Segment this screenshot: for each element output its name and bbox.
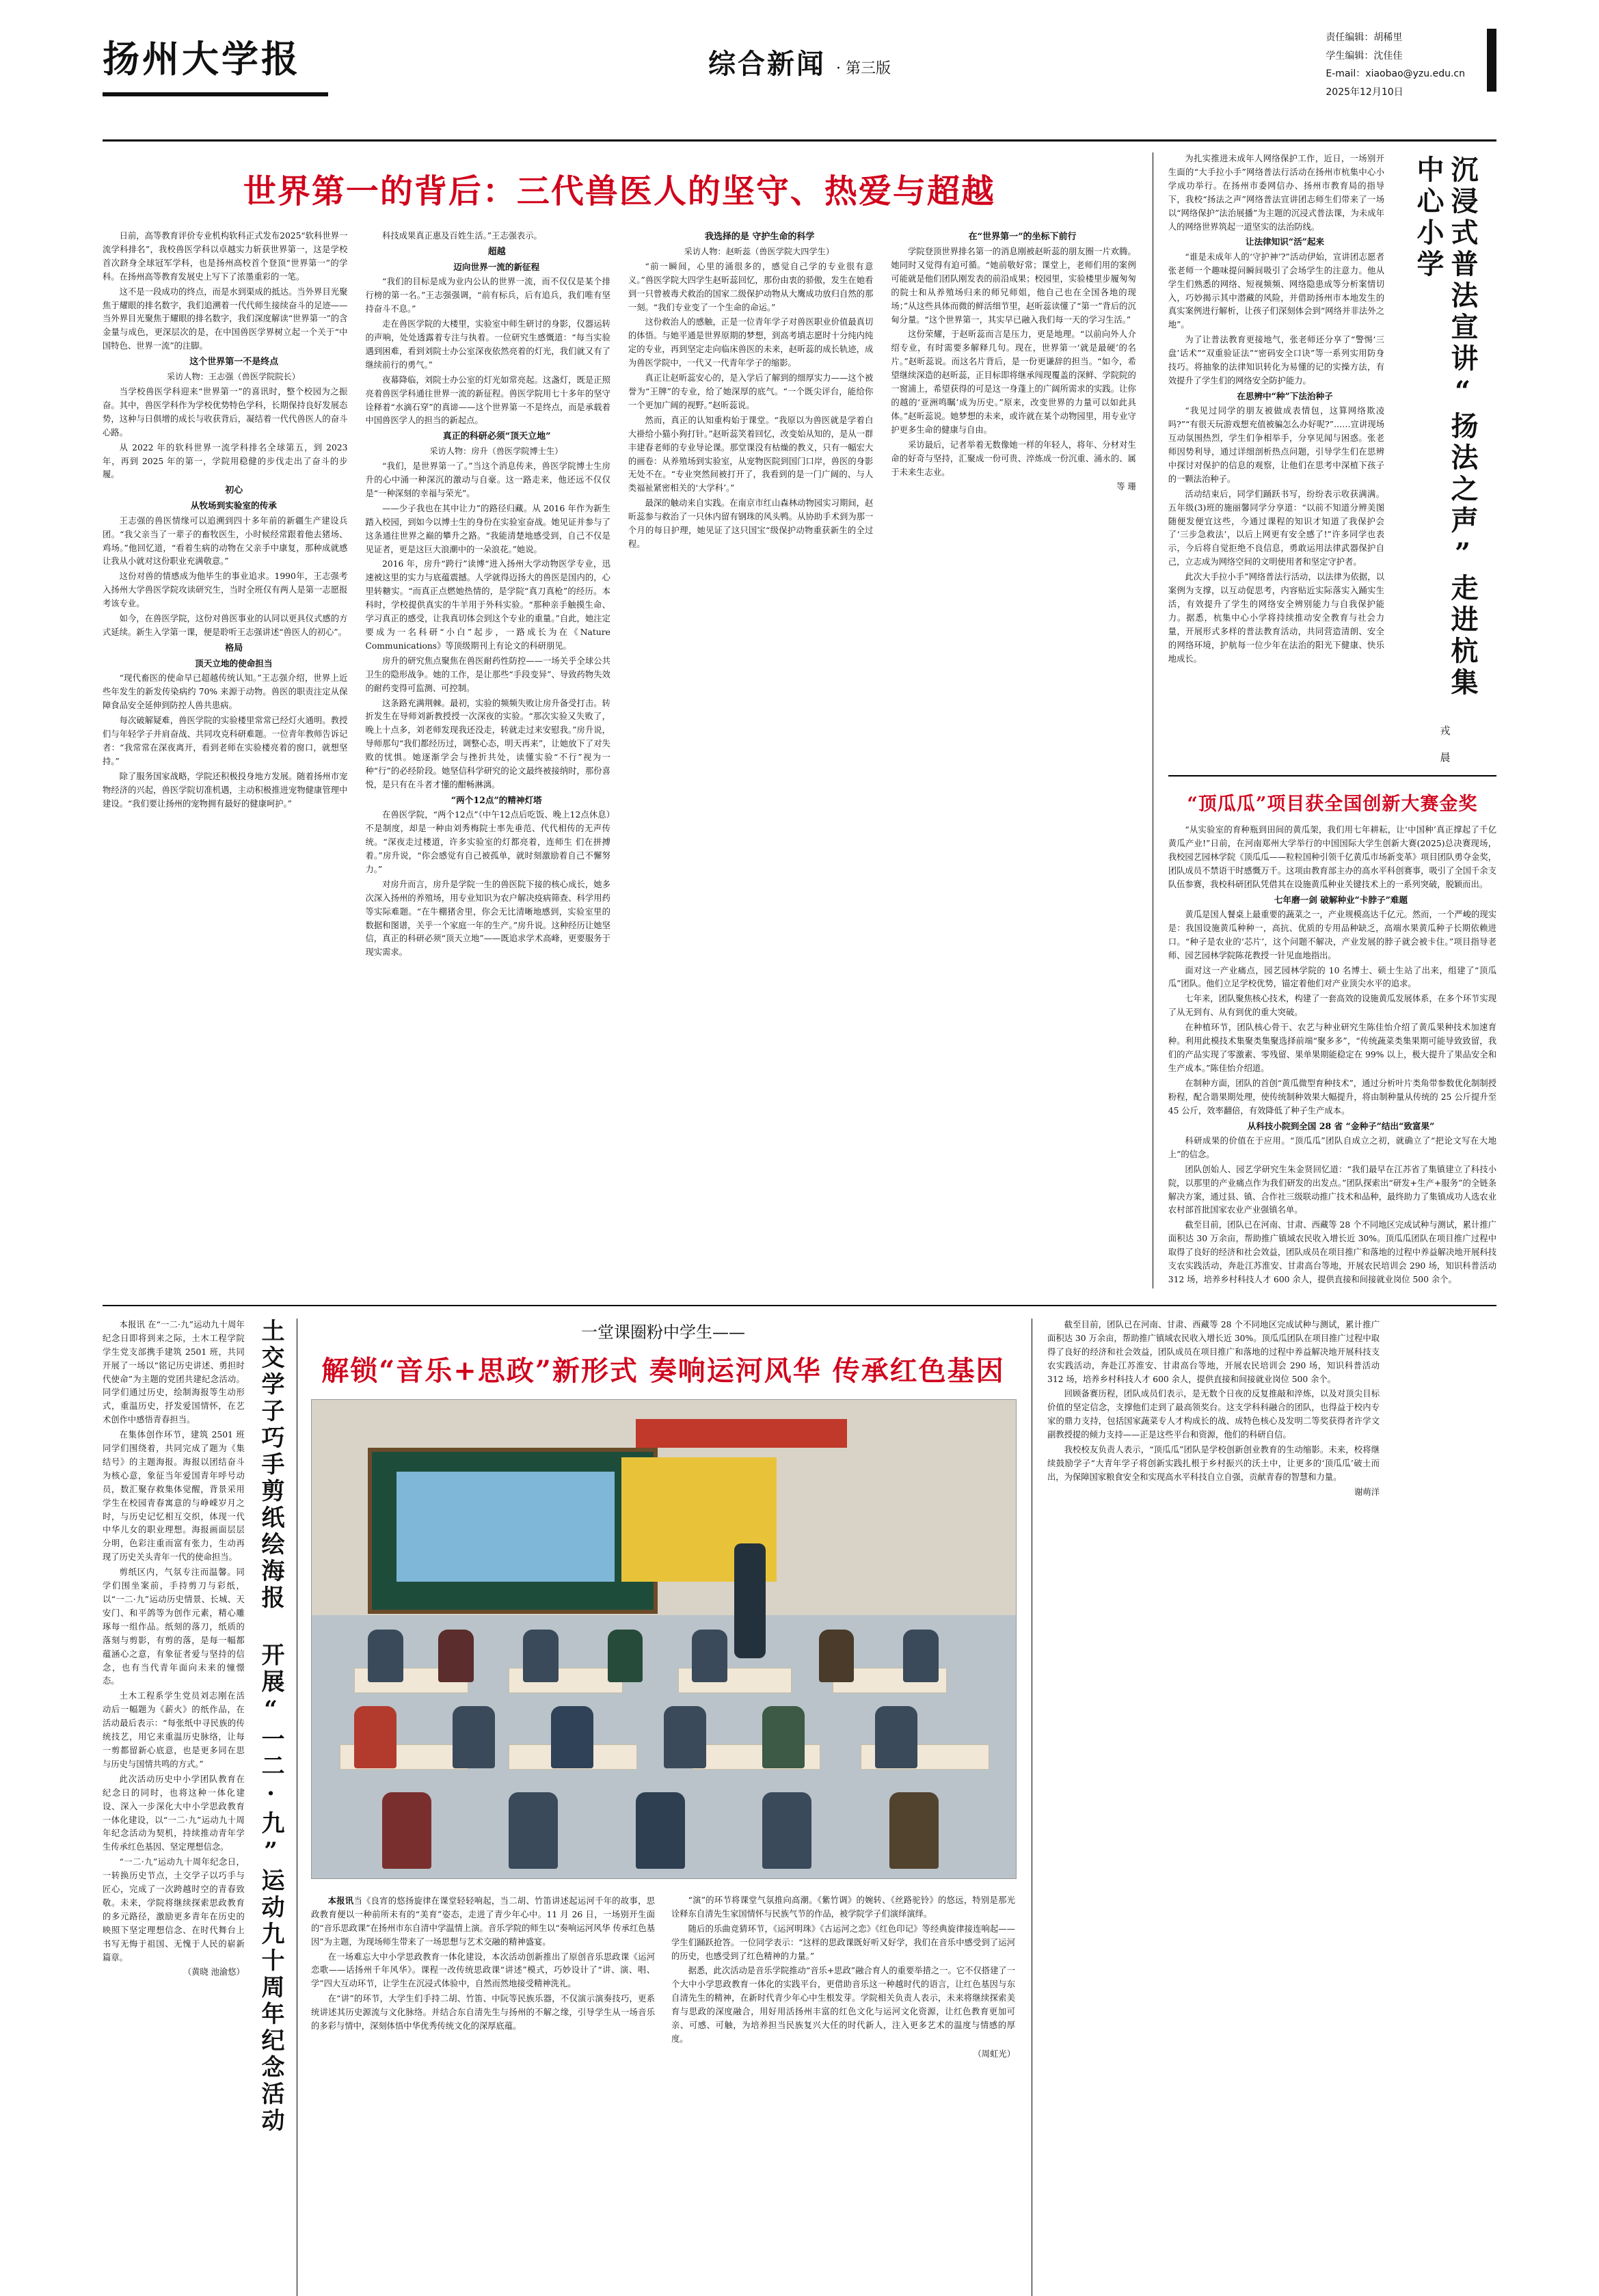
award-continuation [1032, 1319, 1380, 2296]
classroom-photo [311, 1399, 1017, 1879]
paragraph: “我们，是世界第一了。”当这个消息传来，兽医学院博士生房升的心中涌一种深沉的激动与自豪。这一路走来，他还远不仅仅是“一种深刻的幸福与荣光”。 [365, 461, 610, 498]
divider [1168, 775, 1496, 776]
paragraph: 回顾备赛历程，团队成员们表示，是无数个日夜的反复推敲和淬炼，以及对顶尖目标价值的坚定信念，支撑他们走到了最高领奖台。这支学科科融合的团队，也得益于校内专家的鼎力支持，包括国家蔬菜专人才构成长的战、成特色核心及发明二等奖获得者许学文副教授提的倾力支持——正是这些平台和资源，他们的科研自信。 [1047, 1389, 1380, 1440]
paragraph: 从 2022 年的软科世界一流学科排名全球第五，到 2023 年，再到 2025 年的第一，学院用稳健的步伐走出了奋斗的步履。 [103, 442, 348, 480]
fazhi-signature: 戎 晨 [1438, 725, 1451, 764]
section-heading [708, 42, 891, 81]
music-caption-col-2 [671, 1894, 1015, 2063]
photo-student [608, 1630, 643, 1682]
paragraph: 当《良宵的悠扬旋律在课堂轻轻响起，当二胡、竹笛讲述起运河千年的故事，思政教育便以一种前所未有的“美育”姿态，走进了青少年心中。11 月 26 日，一场别开生面的“音乐思政课”在扬州市东自清中学温情上演。音乐学院的师生以“奏响运河风华 传承红色基因”为主题，为现场师生带来了一场思想与艺术交融的精神盛宴。 [311, 1895, 655, 1947]
photo-student [368, 1630, 403, 1682]
paragraph: 在制种方面，团队的首创“黄瓜微型育种技术”，通过分析叶片类角带参数优化制制授粉程，配合谐果期处理，使传统制种效果大幅提升，将由制种量从传统的 25 公斤提升至 45 公斤，效率翻倍，有效降低了种子生产成本。 [1168, 1078, 1496, 1116]
paragraph: 采访最后，记者举着无数像她一样的年轻人，将年、分材对生命的好奇与坚持，汇聚成一份可贵、淬炼成一份沉重、涌永的、属于未来生志业。 [891, 440, 1136, 477]
photo-student [636, 1792, 685, 1869]
lead-column-3 [628, 230, 873, 961]
newspaper-page [0, 23, 1599, 2284]
paragraph: “现代畜医的使命早已超越传统认知。”王志强介绍，世界上近些年发生的新发传染病约 70% 来源于动物。兽医的职责注定从保障食品安全延伸到防控人兽共患病。 [103, 673, 348, 711]
article-signature: 等 珊 [1116, 482, 1136, 492]
paragraph: “谁是未成年人的‘守护神’?”活动伊始，宣讲团志愿者张老师一个趣味提问瞬间吸引了会场学生的注意力。他从学生们熟悉的网络、短视频频、网络隐患成等分析案情切入，巧妙揭示其中潜藏的风险，并借助扬州市本地发生的真实案例进行解析，让孩子们深刻体会到“网络并非法外之地”。 [1168, 252, 1384, 330]
photo-student [551, 1706, 593, 1768]
paragraph: 科技成果真正惠及百姓生活。”王志强表示。 [382, 231, 542, 241]
photo-banner [636, 1419, 847, 1448]
music-caption-col-1 [311, 1894, 655, 2063]
fazhi-article-body [1168, 152, 1394, 668]
lead-story [103, 152, 1136, 961]
paragraph: 日前，高等教育评价专业机构软科正式发布2025“软科世界一流学科排名”，我校兽医学科以卓越实力斩获世界第一，这是学校首次跻身全球冠军学科，也是扬州高校首个登顶“世界第一”的学科。在扬州高等教育发展史上写下了浓墨重彩的一笔。 [103, 231, 348, 282]
logo-underline [103, 92, 328, 96]
music-politics-article [297, 1319, 1029, 2296]
subheading: 在“世界第一”的坐标下前行 [968, 232, 1077, 242]
article-signature: 谢萌洋 [1354, 1487, 1380, 1497]
paragraph: 然而，真正的认知重构始于课堂。“我原以为兽医就是学着白大褂给小猫小狗打针。”赵昕蕊笑着回忆，改变始从知的，是从一群丰建春老师的专业导论课。那堂课没有枯燥的教义，只有一幅宏大的画卷：从养殖场到实验室，从宠物医院到国门口岸，兽医的身影无处不在。“专业突然间被打开了，我看到的是一门广阔的、与人类福祉紧密相关的‘大学科’。” [628, 415, 874, 494]
paragraph: 为了让普法教育更接地气，张老师还分享了“警惕‘三盘’话术”“双重验证法”“密码安全口诀”等一系列实用防身技巧。将抽象的法律知识转化为易懂的记的实操方法，有效提升了学生们的网络安全防护能力。 [1168, 335, 1384, 386]
paragraph: 这份救治人的感触，正是一位青年学子对兽医职业价值最真切的体悟。与她平通是世界原期的梦想，到高考填志愿时十分纯内纯定的专业，再到坚定走向临床兽医的未来，赵昕蕊的成长轨迹，成为兽医学院中，一代又一代青年学子的缩影。 [628, 317, 874, 368]
paragraph: 七年来，团队聚焦核心技术，构建了一套高效的设施黄瓜发展体系，在多个环节实现了从无到有、从有到优的重大突破。 [1168, 994, 1496, 1018]
photo-teacher [734, 1543, 766, 1658]
article-kicker: 本报讯 [327, 1895, 354, 1906]
newspaper-logo [103, 30, 328, 96]
paper-cut-article [103, 1319, 297, 2296]
photo-student [664, 1706, 706, 1768]
subheading: 顶天立地的使命担当 [195, 658, 273, 668]
paragraph: 剪纸区内，气氛专注而温馨。同学们围坐案前，手持剪刀与彩纸，以“一二·九”运动历史情景、长城、天安门、和平鸽等为创作元素，精心雕琢每一组作品。纸刻的落刀，纸质的落刻与剪影，有剪的落，是每一幅都蕴涵心之意，有象征者爱与坚持的信念，也有当代青年面向未来的憧憬态。 [103, 1567, 245, 1686]
paragraph: 为扎实推进未成年人网络保护工作，近日，一场别开生面的“大手拉小手”网络普法行活动在扬州市杭集中心小学成功举行。在扬州市委网信办、扬州市教育局的指导下，我校“扬法之声”网络普法宣讲团志师生们带来了一场以“网络保护”法治展播”为主题的沉浸式普法课，为未成年人的网络世界筑起一道坚实的法治防线。 [1168, 154, 1384, 232]
paragraph: 真正让赵昕蕊安心的，是入学后了解到的细厚实力——这个被誉为“王牌”的专业，给了她深厚的底气。“一个既尖评台，能给你一个更加广阔的视野。”赵昕蕊说。 [628, 373, 874, 410]
paragraph: 在集体创作环节，建筑 2501 班同学们围绕着，共同完成了题为《集结号》的主题海报。海报以团结奋斗为核心意，象征当年爱国青年呼号动员，数汇聚存救集体觉醒，背景采用学生在校园青春寓意的与峥嵘岁月之时，与历史记忆相互交织，体现一代中华儿女的职业理想。海报画面层层分明，色彩注重而富有张力，生动再现了历史关头青年一代的使命担当。 [103, 1430, 245, 1563]
subheading: 迈向世界一流的新征程 [453, 261, 540, 272]
subheading: 真正的科研必须“顶天立地” [442, 431, 551, 442]
photo-student [889, 1792, 939, 1869]
paragraph: 每次破解疑难，兽医学院的实验楼里常常已经灯火通明。教授们与年轻学子并肩奋战、共同攻克科研难题。一位青年教师告诉记者：“我常常在深夜离开，看到老师在实验楼亮着的窗口，就想坚持。” [103, 716, 348, 766]
paragraph: 在兽医学院，“两个12点”（中午12点后吃饭、晚上12点休息）不是制度，却是一种由刘秀梅院士率先垂范、代代相传的无声传统。“深夜走过楼道，许多实验室的灯都亮着，连师生 们在拼搏着。”房升说，“你会感觉有自己被孤单，就时刻激励着自己不懈努力。” [365, 810, 610, 874]
masthead-credits [1326, 29, 1465, 101]
photo-student [438, 1630, 474, 1682]
paragraph: 王志强的兽医情缘可以追溯到四十多年前的新疆生产建设兵团。“我父亲当了一辈子的畜牧医生，小时候经常跟着他去猪场、鸡场。”他回忆道，“看着生病的动物在父亲手中康复，那种成就感让我从小就对这份职业充满敬意。” [103, 515, 348, 567]
paragraph: 对房升而言，房升是学院一生的兽医院下接的核心成长，她多次深入扬州的养殖场，用专业知识为农户解决疫病筛查、科学用药等实际难题。“在牛棚猪舍里，你会无比清晰地感到，实验室里的数据和图谱，关乎一个家庭一年的生产。”房升说。这种经历让她坚信，真正的科研必须“顶天立地”——既追求学术高峰，更要服务于现实需求。 [365, 879, 610, 958]
fazhi-vertical-headline: 沉浸式普法宣讲“扬法之声”走进杭集中心小学 [1412, 155, 1479, 699]
paragraph: 面对这一产业痛点，园艺园林学院的 10 名博士、硕士生站了出来，组建了“顶瓜瓜”团队。他们立足学校优势，锚定着他们对产业顶尖水平的追求。 [1168, 965, 1496, 989]
section-name: 综合新闻 [708, 48, 826, 80]
photo-student [819, 1630, 855, 1682]
photo-student [453, 1706, 495, 1768]
award-article-body [1168, 824, 1496, 1287]
award-headline: “顶瓜瓜”项目获全国创新大赛金奖 [1187, 794, 1478, 815]
paragraph: 黄瓜是国人餐桌上最重要的蔬菜之一，产业规模高达千亿元。然而，一个严峻的现实是：我国设施黄瓜种种一，高抗、优质的专用品种缺乏，高端水果黄瓜种子长期依赖进口。“种子是农业的‘芯片’，这个问题不解决，产业发展的脖子就会被卡住。”项目指导老师、园艺园林学院陈花教授一针见血地指出。 [1168, 909, 1496, 960]
award-continuation-body [1047, 1319, 1380, 1500]
byline: 采访人物：赵昕蕊（兽医学院大四学生） [684, 247, 835, 257]
paragraph: “一二·九”运动九十周年纪念日，一转换历史节点，土交学子以巧手与匠心，完成了一次跨越时空的青春致敬。未来，学院将继续探索思政教育的多元路径，激励更多青年在历史的映照下坚定理想信念、在时代舞台上书写无悔于祖国、无愧于人民的崭新篇章。 [103, 1857, 245, 1962]
editor-line-2: 学生编辑：沈佳佳 [1326, 50, 1403, 62]
photo-student [382, 1792, 431, 1869]
email-line: E-mail：xiaobao@yzu.edu.cn [1326, 68, 1465, 80]
subheading: 从牧场到实验室的传承 [190, 500, 277, 511]
paragraph: 在“讲”的环节，大学生们手持二胡、竹笛、中阮等民族乐器，不仅演示演奏技巧，更系统讲述其历史源流与文化脉络。并结合东自清先生与扬州的不解之缘，引导学生从一场音乐的多彩与情中，深刻体悟中华优秀传统文化的深厚底蕴。 [311, 1994, 655, 2031]
paragraph: “从实验室的育种瓶到田间的黄瓜架，我们用七年耕耘，让‘中国种’真正撑起了千亿黄瓜产业!”日前，在河南郑州大学举行的中国国际大学生创新大赛(2025)总决赛现场，我校园艺园林学院《顶瓜瓜——粒粒国种引领千亿黄瓜市场新变革》项目团队勇夺金奖，团队成员不禁语干时感慨万千。这项由教育部主办的高水平科创赛事，吸引了全国千余支队伍参赛，我校科研团队凭借其在设施黄瓜种业关键技术上的一系列突破，脱颖而出。 [1168, 825, 1496, 889]
paragraph: 当学校兽医学科迎来“世界第一”的喜讯时，整个校园为之振奋。其中，兽医学科作为学校优势特色学科，长期保持良好发展态势，这种与日俱增的成长与收获背后，凝结着一代代兽医人的奋斗心路。 [103, 386, 348, 437]
subheading: 七年磨一剑 破解种业“卡脖子”难题 [1274, 894, 1408, 905]
paragraph: 2016 年，房升“跨行”读博“进入扬州大学动物医学专业，迅速被这里的实力与底蕴震撼。人学就得迈扬大的兽医是国内的，心里转糖实。“而真正点燃她热情的，是学院“真刀真枪”的经历。本科时，学校提供真实的牛羊用于外科实验。“那种亲手触摸生命、学习真正的感受，让我真切体会到这个专业的重量。”自此，她注定要成为一名科研“小白”起步，一路成长为在《Nature Communications》等顶级期刊上有论文的科研朋见。 [365, 559, 610, 651]
paragraph: 土木工程系学生党员刘志刚在活动后一幅题为《薪火》的纸作品，在活动最后表示：“每张纸中寻民族的传统技艺，用它来重温历史脉络，让每一剪都留新心底意，也是更多同在思与历史与国情共鸣的方式。” [103, 1691, 245, 1769]
subheading: 我选择的是 守护生命的科学 [704, 232, 815, 242]
article-kicker: 一堂课圈粉中学生—— [581, 1322, 745, 1342]
paragraph: 这份对兽的情感成为他毕生的事业追求。1990年，王志强考入扬州大学兽医学院攻读研究生，当时全班仅有两人是第一志愿报考该专业。 [103, 571, 348, 609]
editor-line-1: 责任编辑：胡稀里 [1326, 32, 1403, 43]
lead-column-2 [365, 230, 610, 961]
paragraph: 这份荣耀，于赵昕蕊而言是压力，更是地理。“以前向外人介绍专业，有时需要多解释几句。现在，世界第一‘就是最硬’的名片。”赵昕蕊说。而这名片背后，是一份更谦辞的担当。“如今，希望继续深造的赵昕蕊，正目标即将继承闯现覆盖的深鲜、学院院的一窗浦上，希望获得的可是这一身蓬上的广阔所需求的实践。让你的越的‘亚洲鸣瞩’成为历史。”原来，改变世界的力量可以如此具体。”赵昕蕊说。她梦想的未来，或许就在某个动物园里，用专业守护更多生命的健康与自由。 [891, 329, 1136, 435]
paragraph: “我见过同学的朋友被做成表情包，这算网络欺凌吗?”“有很天玩游戏想充值被骗怎么办好呢?”……宣讲现场互动氛围热烈，学生们争相举手，分享见闻与困惑。张老师因势利导，通过详细剖析热点问题，引导学生们在思辨中探讨对保护的信息的观察，让他们在思考中深植下孩子的一颗法治种子。 [1168, 406, 1384, 484]
paragraph: 活动结束后，同学们踊跃书写，纷纷表示收获满满。五年级(3)班的施丽馨同学分享道：“以前不知道分辨美图随便发便宜这些，今通过课程的知识才知道了我保护会了‘三步急救法’，以后上网更有安全感了!”许多同学也表示，今后将自觉拒绝不良信息，勇敢运用法律武器保护自己，立志成为网络空间的文明使用者和坚定守护者。 [1168, 489, 1384, 567]
masthead-bar [1487, 29, 1496, 92]
paragraph: “前一瞬间，心里的涌很多的，感觉自己学的专业很有意义。”兽医学院大四学生赵昕蕊回忆，那份由衷的骄傲，发生在她看到一只曾被毒犬救治的国家二级保护动物从大鹰成功放归自然的那一刻。“我们专业变了一个生命的命运。” [628, 261, 874, 312]
paragraph: 夜幕降临，刘院士办公室的灯光如常亮起。这盏灯，既是正照亮着兽医学科通往世界一流的新征程。兽医学院用七十多年的坚守诠释着“水滴石穿”的真谛——这个世界第一不是终点，而是承载着中国兽医学人的担当的新起点。 [365, 375, 610, 426]
subheading: 初心 [225, 485, 243, 496]
subheading: 让法律知识“活”起来 [1245, 237, 1325, 247]
photo-student [762, 1706, 805, 1768]
paragraph: 随后的乐曲竞猜环节，《运河明珠》《古运河之恋》《红色印记》等经典旋律接连响起——学生们踊跃抢答。一位同学表示：“这样的思政课既好听又好学，我们在音乐中感受到了运河的历史，也感受到了红色精神的力量。” [671, 1923, 1015, 1961]
paragraph: 团队创始人、园艺学研究生朱金贤回忆道：“我们最早在江苏省了集镇建立了科技小院，以那里的产业痛点作为我们研发的出发点。”团队探索出“研发+生产+服务”的全链条解决方案，通过县、镇、合作社三级联动推广技术和品种，最终助力了集镇成功人选农业农村部首批国家农业产业强镇名单。 [1168, 1164, 1496, 1215]
paragraph: 本报讯 在“一二·九”运动九十周年纪念日即将到来之际，土木工程学院学生党支部携手建筑 2501 班，共同开展了一场以“铭记历史讲述、勇担时代使命”为主题的党团共建纪念活动。同学们通过历史，绘制海报等生动形式，重温历史，抒发爱国情怀，在艺术创作中感悟青春担当。 [103, 1319, 245, 1425]
photo-student [509, 1792, 558, 1869]
photo-student [903, 1630, 939, 1682]
paragraph: 这条路充满荆棘。最初，实验的频频失败让房升备受打击。转折发生在导师刘新教授授一次深夜的实验。“那次实验又失败了，晚上十点多，刘老师发现我还没走，转就走过来安慰我。”房升说，导师那句“我们都经历过，调整心态，明天再来”，让她放下了对失败的忧惧。她逐渐学会与挫折共处，读懂实验“不行”视为一种“行”的必经阶段。她坚信科学研究的论文最终被接纳时，那份喜悦，是只有在斗者才懂的酣畅淋漓。 [365, 698, 610, 789]
paragraph: 如今，在兽医学院，这份对兽医事业的认同以更具仪式感的方式延续。新生入学第一课，便是聆听王志强讲述“兽医人的初心”。 [103, 614, 348, 637]
lead-column-4 [891, 230, 1136, 961]
paragraph: 截至目前，团队已在河南、甘肃、西藏等 28 个不同地区完成试种与测试，累计推广面积达 30 万余亩，帮助推广镇域农民收入增长近 30%。顶瓜瓜团队在项目推广过程中取得了良好的经济和社会效益，团队成员在项目推广和落地的过程中养益解决地开展科技支农实践活动，奔赴江苏淮安、甘肃高台等地，开展农民培训会 290 场，知识科普活动 312 场，培养乡村科技人才 600 余人，提供直接和间接就业岗位 500 余个。 [1168, 1220, 1496, 1284]
subheading: “两个12点”的精神灯塔 [451, 794, 542, 805]
page-number: · 第三版 [836, 60, 891, 77]
subheading: 这个世界第一不是终点 [189, 357, 279, 368]
photo-student [523, 1630, 559, 1682]
paragraph: 我校校友负责人表示，“顶瓜瓜”团队是学校创新创业教育的生动缩影。未来，校将继续鼓励学子“大青年学子将创新实践扎根于乡村振兴的沃土中，让更多的‘顶瓜瓜’破土而出，为保障国家粮食安全和实现高水平科技自立自强，贡献青春的智慧和力量。 [1047, 1445, 1380, 1482]
lead-column-1 [103, 230, 347, 961]
photo-student [692, 1630, 727, 1682]
newspaper-title: 扬州大学报 [103, 37, 301, 81]
bottom-section [103, 1305, 1496, 2296]
subheading: 从科技小院到全国 28 省 “金种子”结出“致富果” [1247, 1120, 1435, 1131]
date-line: 2025年12月10日 [1326, 86, 1403, 98]
paper-cut-body [103, 1319, 252, 2296]
article-signature: （周虹光） [973, 2049, 1015, 2059]
paragraph: 房升的研究焦点聚焦在兽医耐药性防控——一场关乎全球公共卫生的隐形战争。她的工作，是让那些“手段变异”、导致药物失效的耐药变得可监测、可控制。 [365, 656, 610, 693]
masthead [103, 23, 1496, 141]
subheading: 格局 [225, 643, 243, 653]
paragraph: 在种植环节，团队核心骨干、农艺与种业研究生陈佳怡介绍了黄瓜果种技术加速育种。利用此模技术集聚类集聚选择前端“聚多多”，“传统蔬菜类集果期可能导致致留，我们的产品实现了零激素、零残留、果单果期能稳定在 99% 以上，极大提升了果品安全和生产成本。”陈佳怡介绍道。 [1168, 1023, 1496, 1073]
paragraph: 此次大手拉小手”网络普法行活动，以法律为依据，以案例为支撑，以互动促思考，内容贴近实际落实入踊实生活，有效提升了学生的网络安全辨别能力与自我保护能力。据悉，杭集中心小学将持续推动安全教育与社会力量，开展形式多样的普法教育活动，共同营造清朗、安全的网络环境，护航每一位少年在法治的阳光下健康、快乐地成长。 [1168, 572, 1384, 664]
photo-student [875, 1706, 917, 1768]
music-headline: 解锁“音乐+思政”新形式 奏响运河风华 传承红色基因 [321, 1354, 1005, 1387]
paragraph: 在一场难忘大中小学思政教育一体化建设，本次活动创新推出了原创音乐思政课《运河恋歌——话扬州千年风华》。课程一改传统思政课“讲述”模式，巧妙设计了“讲、演、唱、学”四大互动环节，让学生在沉浸式体验中，自然而然地接受精神洗礼。 [311, 1951, 655, 1989]
paragraph: 截至目前，团队已在河南、甘肃、西藏等 28 个不同地区完成试种与测试，累计推广面积达 30 万余亩，帮助推广镇域农民收入增长近 30%。顶瓜瓜团队在项目推广过程中取得了良好的经济和社会效益，团队成员在项目推广和落地的过程中养益解决地开展科技支农实践活动，奔赴江苏淮安、甘肃高台等地，开展农民培训会 290 场，知识科普活动 312 场，培养乡村科技人才 600 余人，提供直接和间接就业岗位 500 余个。 [1047, 1319, 1380, 1384]
photo-student [354, 1706, 397, 1768]
paragraph: 科研成果的价值在于应用。“顶瓜瓜”团队自成立之初，就确立了“把论文写在大地上”的信念。 [1168, 1135, 1496, 1159]
paragraph: 除了服务国家战略，学院还积极投身地方发展。随着扬州市宠物经济的兴起，兽医学院切准机遇，主动积极推进宠物健康管理中建设。“我们要让扬州的宠物拥有最好的健康呵护。” [103, 771, 348, 809]
subheading: 在思辨中“种”下法治种子 [1237, 390, 1333, 401]
paragraph: 据悉，此次活动是音乐学院推动“音乐+思政”融合育人的重要举措之一。它不仅搭建了一个大中小学思政教育一体化的实践平台，更借助音乐这一种越时代的语言，让红色基因与东自清先生的精神，在新时代青少年心中生根发芽。学院相关负责人表示，未来将继续探索美育与思政的深度融合，用好用活扬州丰富的红色文化与运河文化资源，让红色教育更加可亲、可感、可触，为培养担当民族复兴大任的时代新人，注入更多艺术的温度与情感的厚度。 [671, 1966, 1015, 2044]
paragraph: 此次活动历史中小学团队教育在纪念日的同时，也将这种一体化建设、深入一步深化大中小学思政教育一体化建设，以“一二·九”运动九十周年纪念活动为契机，持续推动青年学生传承红色基因、坚定理想信念。 [103, 1774, 245, 1852]
byline: 采访人物：王志强（兽医学院院长） [166, 372, 300, 382]
photo-screen [397, 1472, 615, 1582]
paragraph: 这不是一段成功的终点，而是水到渠成的抵达。当外界目光聚焦于耀眼的排名数字，我们追溯着一代代师生接续奋斗的足迹——当外界目光聚焦于耀眼的排名数字，我们深度解读“世界第一”的含金量与成色，更深层次的是，在中国兽医学界树立起一个关于“中国特色、世界一流”的注脚。 [103, 286, 348, 351]
photo-student [762, 1792, 811, 1869]
lead-headline: 世界第一的背后：三代兽医人的坚守、热爱与超越 [243, 172, 995, 211]
paper-cut-vertical-headline: 土交学子巧手剪纸绘海报 开展“一二·九”运动九十周年纪念活动 [257, 1318, 284, 2135]
paragraph: 最深的触动来自实践。在南京市红山森林动物园实习期间，赵昕蕊参与救治了一只休内留有钢珠的风头鸭。从协助手术到为那一个月的每日护理，她见证了这只国宝“级保护动物重获新生的全过程。 [628, 498, 874, 549]
paragraph: “我们的目标是成为业内公认的世界一流，而不仅仅是某个排行榜的第一名。”王志强强调，“前有标兵，后有追兵，我们唯有坚持奋斗不息。” [365, 277, 610, 314]
right-column [1153, 152, 1496, 1288]
paragraph: 学院登顶世界排名第一的消息刚被赵昕蕊的朋友圈一片欢腾。她同时又觉得有迫可循。“她前敬好常；课堂上，老师们用的案例可能就是他们团队刚发表的前沿成果；校园里，实验楼里步履匆匆的院士和从养殖场归来的师兄师姐，他自己也在全国各地的现场；”从这些具体而微的鲜活细节里，赵昕蕊读懂了“第一”背后的沉甸分量。“这个世界第一，其实早已融入我们每一天的学习生活。” [891, 247, 1136, 325]
article-signature: （黄晓 池渝悠） [183, 1967, 245, 1977]
subheading: 超越 [487, 246, 506, 257]
paragraph: ——少子我也在其中让力”的路径归藏。从 2016 年作为新生踏入校园，到如今以博士生的身份在实验室奋战。她见证并参与了这条通往世界之巅的攀升之路。“我能清楚地感受到，自己不仅是见证者，更是这巨大浪潮中的一朵浪花。”她说。 [365, 503, 610, 554]
byline: 采访人物：房升（兽医学院博士生） [429, 446, 563, 457]
paragraph: “演”的环节将课堂气氛推向高潮。《紫竹调》的婉转、《丝路驼铃》的悠远，特别是那光诠释东自清先生家国情怀与民族气节的作品，被学院学子们演绎演绎。 [671, 1895, 1015, 1919]
paragraph: 走在兽医学院的大楼里，实验室中师生研讨的身影，仪器运转的声响，处处透露着专注与执着。一位研究生感慨道：“每当实验遇到困难，看到刘院士办公室深夜依然亮着的灯光，我们就又有了继续前行的勇气。” [365, 319, 610, 370]
